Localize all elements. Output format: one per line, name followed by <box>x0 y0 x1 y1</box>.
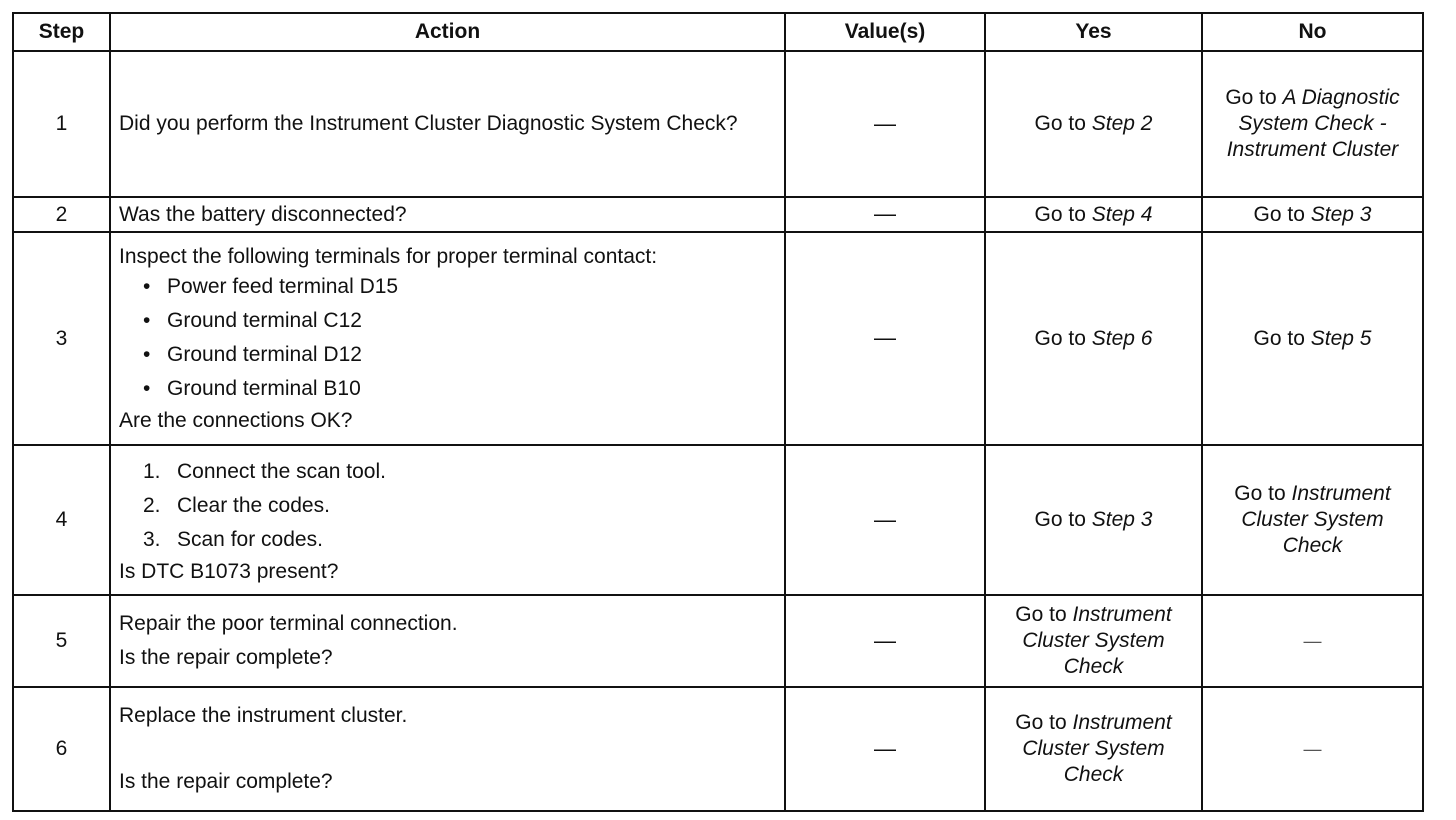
yes-target: Instrument Cluster System Check <box>1022 711 1172 786</box>
value-dash: — <box>874 627 896 653</box>
list-item <box>119 338 776 372</box>
header-no: No <box>1202 13 1423 51</box>
action-text: Was the battery disconnected? <box>119 202 407 226</box>
yes-prefix: Go to <box>1034 326 1092 350</box>
no-prefix: Go to <box>1253 326 1311 350</box>
action-question: Is the repair complete? <box>119 770 333 793</box>
table-row <box>13 445 1423 595</box>
yes-cell <box>985 445 1202 595</box>
list-item-text: Connect the scan tool. <box>177 460 386 483</box>
value-cell <box>785 51 985 197</box>
yes-cell <box>985 687 1202 811</box>
no-target: A Diagnostic System Check - Instrument Cluster <box>1226 86 1400 161</box>
yes-target: Step 3 <box>1091 508 1153 531</box>
no-prefix: Go to <box>1234 482 1292 505</box>
no-target: Instrument Cluster System Check <box>1241 482 1391 557</box>
no-target: Step 5 <box>1310 326 1372 350</box>
diagnostic-table <box>12 12 1424 812</box>
header-values: Value(s) <box>785 13 985 51</box>
action-cell <box>110 445 785 595</box>
yes-prefix: Go to <box>1034 112 1092 135</box>
no-prefix: Go to <box>1253 202 1311 226</box>
action-text: Did you perform the Instrument Cluster Diagnostic System Check? <box>119 112 738 135</box>
list-number: 3. <box>143 528 161 551</box>
table-row <box>13 197 1423 232</box>
list-item <box>119 270 776 304</box>
step-number: 6 <box>13 687 110 811</box>
yes-cell <box>985 595 1202 687</box>
header-step: Step <box>13 13 110 51</box>
action-intro: Inspect the following terminals for proper terminal contact: <box>119 244 658 268</box>
action-cell <box>110 595 785 687</box>
no-cell <box>1202 51 1423 197</box>
list-item <box>119 372 776 406</box>
header-action: Action <box>110 13 785 51</box>
value-dash: — <box>874 201 896 226</box>
action-question: Are the connections OK? <box>119 408 353 432</box>
action-intro: Replace the instrument cluster. <box>119 704 408 727</box>
spacer <box>119 729 776 769</box>
bullet-glyph: • <box>143 308 151 332</box>
no-dash: — <box>1303 631 1322 651</box>
step-number: 3 <box>13 232 110 445</box>
value-cell <box>785 445 985 595</box>
action-question: Is the repair complete? <box>119 646 333 669</box>
list-item-text: Ground terminal C12 <box>167 308 362 332</box>
table-row <box>13 232 1423 445</box>
no-target: Step 3 <box>1310 202 1372 226</box>
value-cell <box>785 687 985 811</box>
list-item-text: Scan for codes. <box>177 528 323 551</box>
no-dash: — <box>1303 739 1322 759</box>
yes-prefix: Go to <box>1015 603 1073 626</box>
no-cell <box>1202 445 1423 595</box>
value-dash: — <box>874 325 896 350</box>
yes-target: Instrument Cluster System Check <box>1022 603 1172 678</box>
action-cell <box>110 232 785 445</box>
no-cell <box>1202 197 1423 232</box>
yes-cell <box>985 232 1202 445</box>
no-prefix: Go to <box>1225 86 1283 109</box>
yes-target: Step 6 <box>1091 326 1153 350</box>
no-cell <box>1202 232 1423 445</box>
step-number: 1 <box>13 51 110 197</box>
value-cell <box>785 595 985 687</box>
action-cell <box>110 51 785 197</box>
list-item-text: Ground terminal B10 <box>167 376 361 400</box>
list-item <box>119 304 776 338</box>
step-number: 4 <box>13 445 110 595</box>
yes-prefix: Go to <box>1034 202 1092 226</box>
table-row <box>13 51 1423 197</box>
value-dash: — <box>874 735 896 761</box>
procedure-list <box>119 455 776 557</box>
action-intro: Repair the poor terminal connection. <box>119 612 458 635</box>
action-cell <box>110 687 785 811</box>
action-question: Is DTC B1073 present? <box>119 560 339 583</box>
list-number: 1. <box>143 460 161 483</box>
header-row <box>13 13 1423 51</box>
list-item-text: Ground terminal D12 <box>167 342 362 366</box>
list-item <box>119 489 776 523</box>
yes-prefix: Go to <box>1015 711 1073 734</box>
no-cell <box>1202 687 1423 811</box>
value-dash: — <box>874 110 896 136</box>
step-number: 2 <box>13 197 110 232</box>
table-row <box>13 595 1423 687</box>
value-dash: — <box>874 506 896 532</box>
yes-target: Step 2 <box>1091 112 1153 135</box>
yes-cell <box>985 197 1202 232</box>
yes-target: Step 4 <box>1091 202 1153 226</box>
action-cell <box>110 197 785 232</box>
yes-prefix: Go to <box>1034 508 1092 531</box>
no-cell <box>1202 595 1423 687</box>
step-number: 5 <box>13 595 110 687</box>
value-cell <box>785 197 985 232</box>
bullet-glyph: • <box>143 342 151 366</box>
bullet-glyph: • <box>143 376 151 400</box>
value-cell <box>785 232 985 445</box>
terminal-list <box>119 270 776 406</box>
header-yes: Yes <box>985 13 1202 51</box>
yes-cell <box>985 51 1202 197</box>
list-number: 2. <box>143 494 161 517</box>
table-row <box>13 687 1423 811</box>
list-item <box>119 523 776 557</box>
list-item-text: Clear the codes. <box>177 494 330 517</box>
list-item <box>119 455 776 489</box>
list-item-text: Power feed terminal D15 <box>167 274 399 298</box>
bullet-glyph: • <box>143 274 151 298</box>
